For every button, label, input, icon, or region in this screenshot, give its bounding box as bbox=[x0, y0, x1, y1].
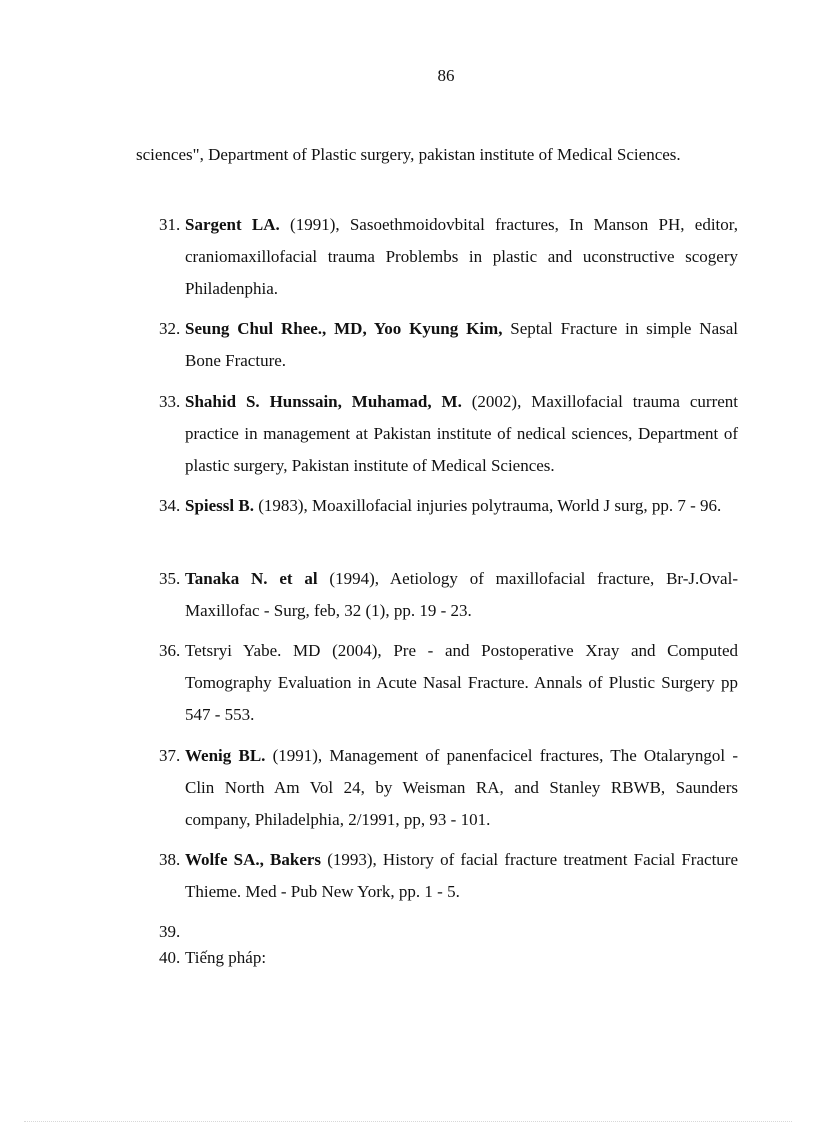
reference-text: (2002), Maxillofacial trauma current practice in management at Pakistan institute of nedical sciences, Department of plastic surgery, Pakistan institute of Medical Sciences. bbox=[185, 392, 739, 475]
reference-number: 39. bbox=[159, 922, 181, 941]
reference-item-33 bbox=[159, 386, 738, 482]
reference-author: Wenig BL. bbox=[185, 746, 266, 765]
reference-author: Spiessl B. bbox=[185, 496, 254, 515]
intro-paragraph: sciences", Department of Plastic surgery, pakistan institute of Medical Sciences. bbox=[136, 145, 681, 164]
reference-text: (1994), Aetiology of maxillofacial fracture, Br-J.Oval-Maxillofac - Surg, feb, 32 (1), pp. 19 - 23. bbox=[185, 569, 738, 620]
reference-number: 38. bbox=[159, 850, 181, 869]
reference-text: (1993), History of facial fracture treatment Facial Fracture Thieme. Med - Pub New York, pp. 1 - 5. bbox=[185, 850, 738, 901]
reference-number: 34. bbox=[159, 496, 181, 515]
section-heading-french: Tiếng pháp: bbox=[185, 948, 267, 967]
reference-number: 35. bbox=[159, 569, 181, 588]
reference-author: Shahid S. Hunssain, Muhamad, M. bbox=[185, 392, 462, 411]
reference-item-38 bbox=[159, 844, 738, 908]
reference-number: 31. bbox=[159, 215, 181, 234]
reference-text: (1991), Sasoethmoidovbital fractures, In Manson PH, editor, craniomaxillofacial trauma Problembs in plastic and uconstructive scogery Philadenphia. bbox=[185, 215, 738, 298]
reference-number: 32. bbox=[159, 319, 181, 338]
reference-number: 36. bbox=[159, 641, 181, 660]
reference-text: (1983), Moaxillofacial injuries polytrauma, World J surg, pp. 7 - 96. bbox=[253, 496, 722, 515]
reference-item-40 bbox=[159, 942, 738, 974]
reference-number: 40. bbox=[159, 948, 181, 967]
reference-item-31 bbox=[159, 209, 738, 305]
reference-author: Wolfe SA., Bakers bbox=[185, 850, 322, 869]
reference-number: 33. bbox=[159, 392, 181, 411]
reference-text: Septal Fracture in simple Nasal Bone Fracture. bbox=[185, 319, 738, 370]
reference-text: (1991), Management of panenfacicel fractures, The Otalaryngol - Clin North Am Vol 24, by Weisman RA, and Stanley RBWB, Saunders company, Philadelphia, 2/1991, pp, 93 - 101. bbox=[185, 746, 738, 829]
reference-author: Tanaka N. et al bbox=[185, 569, 318, 588]
reference-item-32 bbox=[159, 313, 738, 377]
reference-author: Sargent LA. bbox=[185, 215, 280, 234]
reference-author: Seung Chul Rhee., MD, Yoo Kyung Kim, bbox=[185, 319, 503, 338]
page-bottom-divider bbox=[24, 1121, 792, 1122]
reference-item-36 bbox=[159, 635, 738, 731]
page-number: 86 bbox=[437, 66, 455, 85]
reference-item-35 bbox=[159, 563, 738, 627]
reference-text: Tetsryi Yabe. MD (2004), Pre - and Postoperative Xray and Computed Tomography Evaluation in Acute Nasal Fracture. Annals of Plustic Surgery pp 547 - 553. bbox=[185, 641, 738, 724]
reference-number: 37. bbox=[159, 746, 181, 765]
reference-item-37 bbox=[159, 740, 738, 836]
reference-item-34 bbox=[159, 490, 738, 522]
